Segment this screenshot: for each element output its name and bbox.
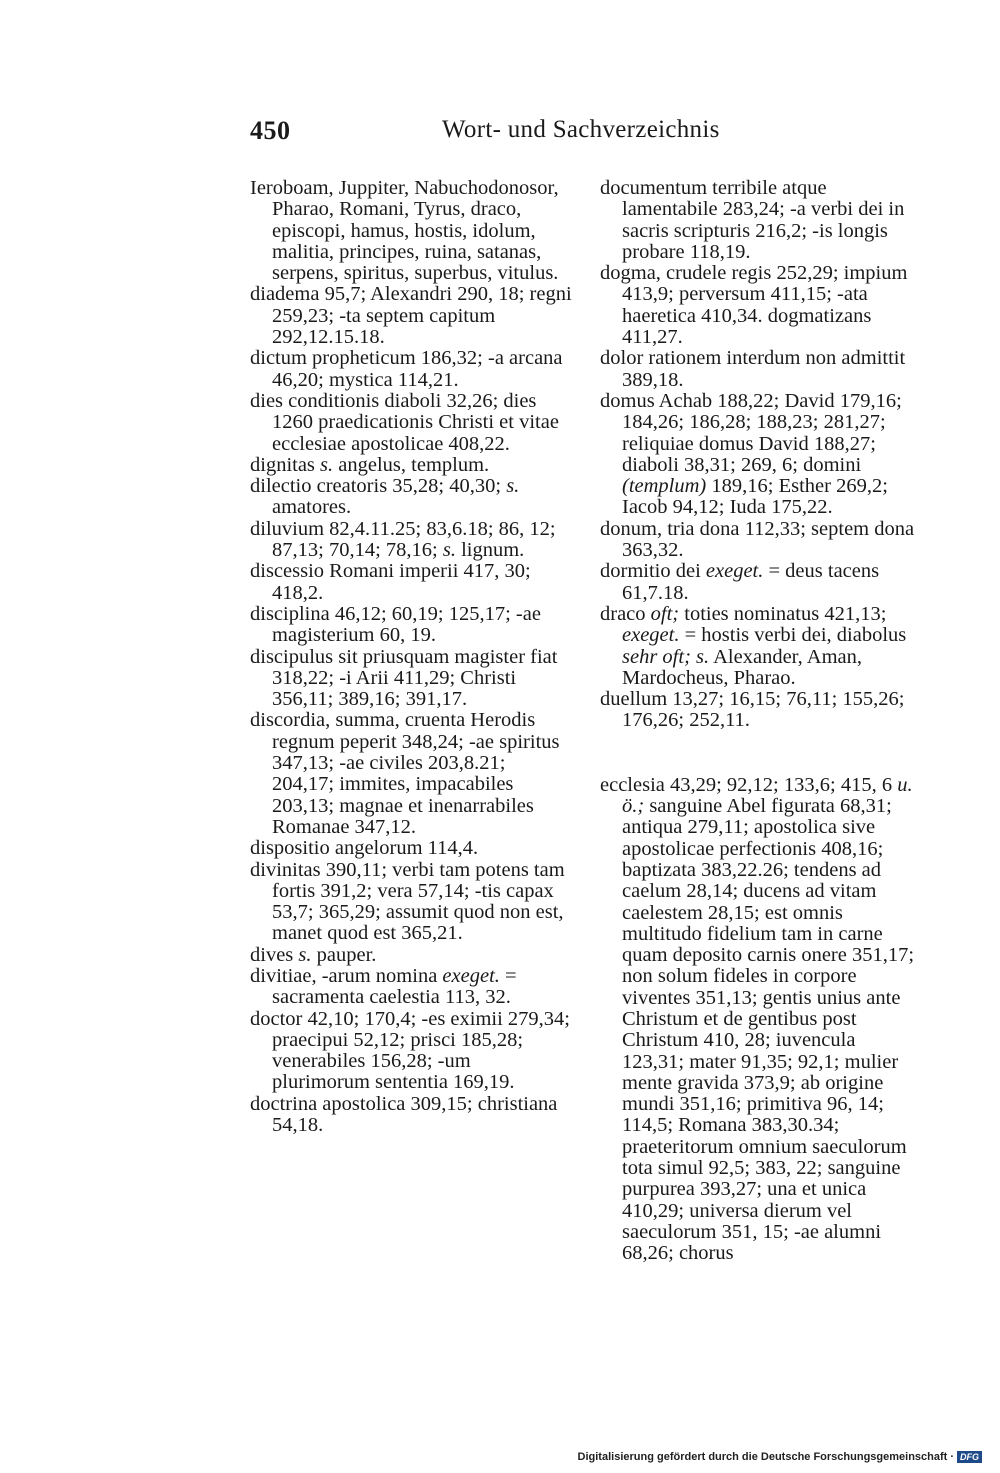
- index-entry: doctrina apostolica 309,15; christiana 54,18.: [250, 1092, 558, 1137]
- index-entry: duellum 13,27; 16,15; 76,11; 155,26; 176,26; 252,11.: [600, 688, 905, 732]
- digitization-credit: [578, 1451, 982, 1463]
- index-entry: dilectio creatoris 35,28; 40,30; s. amatores.: [250, 475, 520, 519]
- index-entry: discipulus sit priusquam magister fiat 318,22; -i Arii 411,29; Christi 356,11; 389,16; 391,17.: [250, 645, 558, 711]
- index-entry: divinitas 390,11; verbi tam potens tam fortis 391,2; vera 57,14; -tis capax 53,7; 365,29; assumit quod non est, manet quod est 365,21.: [250, 858, 565, 945]
- index-entry: dormitio dei exeget. = deus tacens 61,7.18.: [600, 560, 880, 604]
- index-entry: disciplina 46,12; 60,19; 125,17; -ae magisterium 60, 19.: [250, 602, 541, 647]
- index-entry: draco oft; toties nominatus 421,13; exeget. = hostis verbi dei, diabolus sehr oft; s. Alexander, Aman, Mardocheus, Pharao.: [600, 602, 907, 689]
- right-column: [600, 178, 922, 1265]
- index-entry: discordia, summa, cruenta Herodis regnum peperit 348,24; -ae spiritus 347,13; -ae civiles 203,8.21; 204,17; immites, impacabiles 203,13; magnae et inenarrabiles Romanae 347,12.: [250, 709, 560, 838]
- index-entry: dolor rationem interdum non admittit 389,18.: [600, 347, 906, 391]
- index-entry: diadema 95,7; Alexandri 290, 18; regni 259,23; -ta septem capitum 292,12.15.18.: [250, 283, 572, 349]
- index-entry: donum, tria dona 112,33; septem dona 363,32.: [600, 517, 915, 562]
- left-column: [250, 178, 572, 1136]
- index-entry: dogma, crudele regis 252,29; impium 413,9; perversum 411,15; -ata haeretica 410,34. dogmatizans 411,27.: [600, 262, 908, 349]
- index-entry: discessio Romani imperii 417, 30; 418,2.: [250, 560, 531, 604]
- index-entry: dispositio angelorum 114,4.: [250, 837, 479, 860]
- index-entry: diluvium 82,4.11.25; 83,6.18; 86, 12; 87,13; 70,14; 78,16; s. lignum.: [250, 517, 556, 562]
- right-column-d-entries: [600, 178, 922, 732]
- index-entry: divitiae, -arum nomina exeget. = sacramenta caelestia 113, 32.: [250, 964, 517, 1009]
- index-entry: dignitas s. angelus, templum.: [250, 453, 490, 476]
- index-entry: Ieroboam, Juppiter, Nabuchodonosor, Pharao, Romani, Tyrus, draco, episcopi, hamus, hostis, idolum, malitia, principes, ruina, satanas, serpens, spiritus, superbus, vitulus.: [250, 177, 559, 285]
- index-entry: doctor 42,10; 170,4; -es eximii 279,34; praecipui 52,12; prisci 185,28; venerabiles 156,28; -um plurimorum sententia 169,19.: [250, 1007, 570, 1094]
- index-entry: documentum terribile atque lamentabile 283,24; -a verbi dei in sacris scripturis 216,2; -is longis probare 118,19.: [600, 177, 905, 263]
- dfg-logo: DFG: [957, 1451, 982, 1463]
- index-entry: dictum propheticum 186,32; -a arcana 46,20; mystica 114,21.: [250, 347, 563, 391]
- page-number: 450: [250, 116, 291, 145]
- index-entry: ecclesia 43,29; 92,12; 133,6; 415, 6 u. ö.; sanguine Abel figurata 68,31; antiqua 279,11; apostolica sive apostolicae perfectionis 408,16; baptizata 383,22.26; tendens ad caelum 28,14; ducens ad vitam caelestem 28,15; est omnis multitudo fidelium tam in carne quam deposito carnis onere 351,17; non solum fideles in corpore viventes 351,13; gentis unius ante Christum et de gentibus post Christum 410, 28; iuvencula 123,31; mater 91,35; 92,1; mulier mente gravida 373,9; ab origine mundi 351,16; primitiva 96, 14; 114,5; Romana 383,30.34; praeteritorum omnium saeculorum tota simul 92,5; 383, 22; sanguine purpurea 393,27; una et unica 410,29; universa dierum vel saeculorum 351, 15; -ae alumni 68,26; chorus: [600, 773, 915, 1265]
- credit-text: Digitalisierung gefördert durch die Deutsche Forschungsgemeinschaft: [577, 1451, 948, 1463]
- section-gap: [600, 732, 922, 775]
- right-column-e-entries: [600, 775, 922, 1265]
- index-entry: dies conditionis diaboli 32,26; dies 1260 praedicationis Christi et vitae ecclesiae apostolicae 408,22.: [250, 389, 559, 455]
- credit-separator: ·: [950, 1451, 954, 1463]
- index-entry: dives s. pauper.: [250, 943, 377, 966]
- index-entry: domus Achab 188,22; David 179,16; 184,26; 186,28; 188,23; 281,27; reliquiae domus David 188,27; diaboli 38,31; 269, 6; domini (templum) 189,16; Esther 269,2; Iacob 94,12; Iuda 175,22.: [600, 389, 902, 519]
- running-head: Wort- und Sachverzeichnis: [442, 116, 720, 143]
